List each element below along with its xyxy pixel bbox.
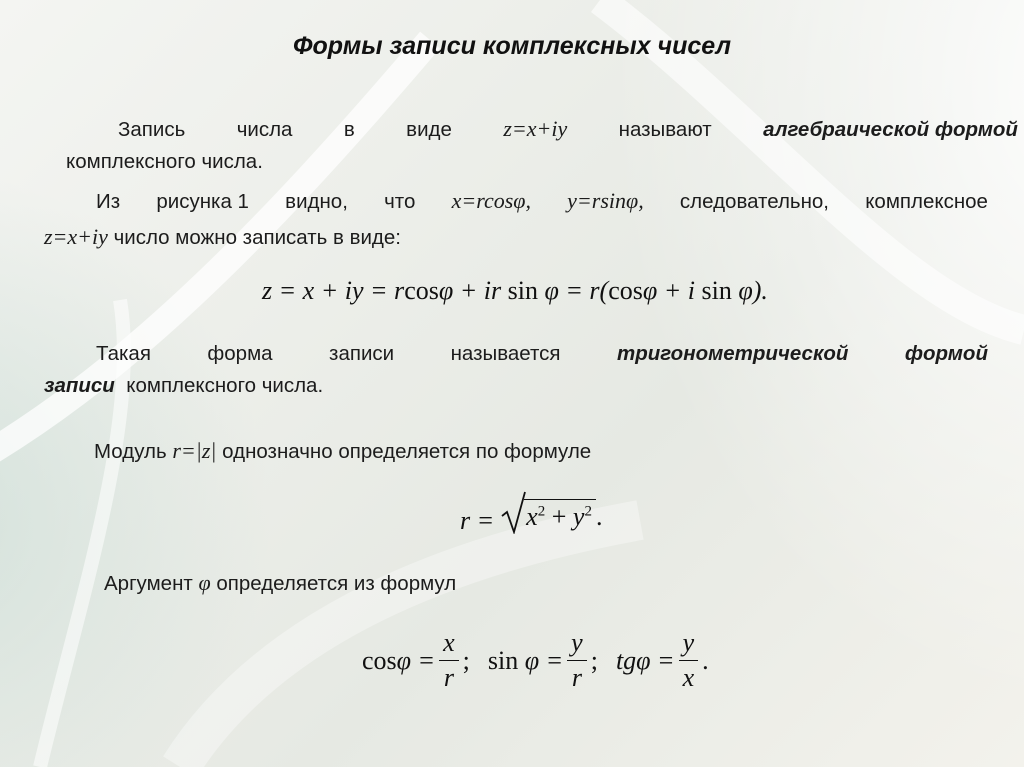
formula-part: φ =: [524, 645, 564, 675]
paragraph-trig-name-line1: [96, 342, 988, 366]
formula-part: r =: [460, 506, 495, 535]
word: что: [384, 190, 416, 213]
formula-part: 2: [584, 503, 592, 520]
y-formula: y=rsinφ,: [567, 188, 644, 213]
modulus-formula-display: [460, 490, 602, 536]
formula-part: y: [572, 502, 585, 531]
trig-form-term: тригонометрической: [616, 342, 849, 365]
radicand: [524, 499, 596, 532]
paragraph-trig-intro-line1: [96, 188, 988, 214]
word: рисунка 1: [156, 190, 249, 213]
numerator: x: [443, 628, 455, 657]
formula-part: cos: [362, 645, 397, 675]
formula-part: φ + ir: [438, 276, 502, 305]
formula-part: tgφ =: [615, 645, 675, 675]
text: число можно записать в виде:: [113, 226, 401, 249]
paragraph-algebraic-line1: [118, 116, 1018, 142]
trig-form-formula: [262, 276, 768, 306]
fraction: [567, 628, 587, 693]
word: в: [343, 118, 355, 141]
word: форма: [207, 342, 273, 365]
formula-part: φ = r(: [544, 276, 609, 305]
formula-part: sin: [487, 645, 519, 675]
word: комплексное: [865, 190, 988, 213]
sqrt-sign-icon: [500, 490, 526, 534]
page-title: Формы записи комплексных чисел: [292, 32, 732, 60]
denominator: r: [571, 663, 582, 692]
denominator: r: [443, 663, 454, 692]
word: следовательно,: [679, 190, 829, 213]
formula-part: sin: [507, 276, 538, 305]
argument-formulas: [362, 628, 709, 693]
formula-part: +: [551, 502, 567, 531]
phi-symbol: φ: [198, 570, 211, 595]
formula-part: cos: [404, 276, 439, 305]
formula-part: x: [526, 502, 538, 531]
word: видно,: [285, 190, 348, 213]
formula-part: sin: [701, 276, 732, 305]
algebraic-form-term: алгебраической формой: [763, 118, 1018, 141]
word: числа: [236, 118, 293, 141]
x-formula: x=rcosφ,: [451, 188, 531, 213]
word: Из: [96, 190, 121, 213]
denominator: x: [682, 663, 695, 692]
formula-part: .: [702, 645, 709, 675]
trig-form-term: формой: [904, 342, 988, 365]
text: Аргумент: [104, 572, 193, 595]
text: Модуль: [94, 440, 167, 463]
algebraic-formula: z=x+iy: [44, 224, 108, 249]
fraction: [439, 628, 459, 693]
formula-part: cos: [608, 276, 643, 305]
modulus-formula: r=|z|: [172, 438, 217, 463]
algebraic-form-formula: z=x+iy: [503, 116, 568, 141]
formula-part: z = x + iy = r: [262, 276, 405, 305]
word: виде: [406, 118, 452, 141]
word: называется: [450, 342, 561, 365]
formula-part: ;: [462, 645, 470, 675]
numerator: y: [571, 628, 583, 657]
trig-form-term: записи: [44, 374, 115, 397]
numerator: y: [682, 628, 695, 657]
formula-part: φ + i: [642, 276, 696, 305]
paragraph-algebraic-line2: комплексного числа.: [66, 150, 263, 173]
text: комплексного числа.: [126, 374, 324, 397]
formula-part: φ =: [396, 645, 436, 675]
paragraph-argument: [104, 570, 456, 596]
word: записи: [329, 342, 395, 365]
formula-part: 2: [537, 503, 546, 520]
fraction: [679, 628, 699, 693]
paragraph-modulus: [94, 438, 591, 464]
formula-part: φ).: [738, 276, 768, 305]
paragraph-trig-name-line2: [44, 374, 323, 398]
word: Такая: [96, 342, 151, 365]
formula-part: ;: [590, 645, 598, 675]
formula-part: .: [595, 502, 603, 531]
paragraph-trig-intro-line2: [44, 224, 401, 250]
word: называют: [618, 118, 712, 141]
word: Запись: [118, 118, 186, 141]
text: определяется из формул: [216, 572, 457, 595]
text: однозначно определяется по формуле: [222, 440, 592, 463]
